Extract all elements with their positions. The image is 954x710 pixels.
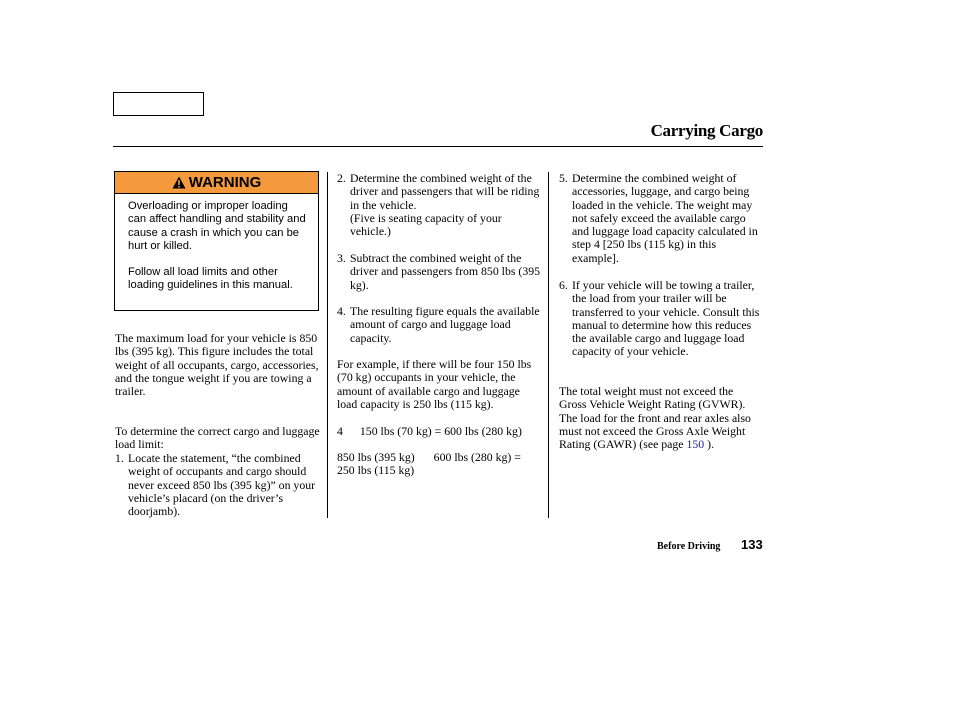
step-3-number: 3. bbox=[337, 251, 346, 265]
calc-2-subtract: 600 lbs (280 kg) = bbox=[433, 450, 521, 464]
warning-body bbox=[115, 194, 318, 292]
col1-intro: The maximum load for your vehicle is 850 lbs (395 kg). This figure includes the total weight of all occupants, cargo, accessories, and the tongue weight if you are towing a trailer. bbox=[115, 331, 319, 399]
step-4-text: The resulting figure equals the available amount of cargo and luggage load capacity. bbox=[350, 304, 540, 345]
calc-2-total: 850 lbs (395 kg) bbox=[337, 450, 415, 464]
step-4 bbox=[337, 305, 543, 345]
step-1-number: 1. bbox=[115, 451, 124, 465]
step-3-text: Subtract the combined weight of the driver and passengers from 850 lbs (395 kg). bbox=[350, 251, 541, 292]
total-weight-text: The total weight must not exceed the Gross Vehicle Weight Rating (GVWR). The load for the front and rear axles also must not exceed the Gross Axle Weight Rating (GAWR) (see page bbox=[559, 384, 751, 452]
step-2 bbox=[337, 172, 543, 238]
step-1 bbox=[115, 452, 320, 518]
warning-triangle-icon bbox=[172, 176, 186, 189]
step-6 bbox=[559, 279, 762, 359]
col1-lead: To determine the correct cargo and luggage load limit: bbox=[115, 424, 320, 452]
warning-box bbox=[114, 171, 319, 311]
warning-label: WARNING bbox=[188, 174, 262, 191]
calculation-2 bbox=[337, 451, 543, 478]
warning-header bbox=[115, 172, 318, 194]
footer-section-name: Before Driving bbox=[657, 541, 721, 552]
page-number: 133 bbox=[741, 537, 763, 552]
total-weight-end: ). bbox=[707, 437, 715, 452]
header-rule bbox=[113, 146, 763, 147]
step-5-number: 5. bbox=[559, 171, 568, 185]
warning-paragraph-1: Overloading or improper loading can affect handling and stability and cause a crash in which you can be hurt or killed. bbox=[128, 200, 306, 253]
step-6-number: 6. bbox=[559, 278, 568, 292]
calculation-1 bbox=[337, 425, 543, 438]
step-2-number: 2. bbox=[337, 171, 346, 185]
page-150-link[interactable]: 150 bbox=[686, 437, 705, 452]
calc-2-result: 250 lbs (115 kg) bbox=[337, 463, 415, 478]
example-text: For example, if there will be four 150 lbs (70 kg) occupants in your vehicle, the amount of available cargo and luggage load capacity is 250 lbs (115 kg). bbox=[337, 357, 532, 411]
step-2-text: Determine the combined weight of the driver and passengers that will be riding in the vehicle. bbox=[350, 171, 540, 212]
step-3 bbox=[337, 252, 543, 292]
section-tab-box bbox=[113, 92, 204, 116]
calc-1-multiplier: 4 bbox=[337, 424, 343, 438]
column-divider-2 bbox=[548, 172, 549, 518]
step-5-text: Determine the combined weight of accessories, luggage, and cargo being loaded in the vehicle. The weight may not safely exceed the available cargo and luggage load capacity calculated in step 4 [250 lbs (115 kg) in this example]. bbox=[572, 171, 758, 265]
step-6-text: If your vehicle will be towing a trailer, the load from your trailer will be transferred to your vehicle. Consult this manual to determine how this reduces the available cargo and luggage load capacity of your vehicle. bbox=[572, 278, 760, 359]
step-5 bbox=[559, 172, 762, 265]
step-4-number: 4. bbox=[337, 304, 346, 318]
calc-1-result: 150 lbs (70 kg) = 600 lbs (280 kg) bbox=[359, 424, 522, 438]
warning-paragraph-2: Follow all load limits and other loading guidelines in this manual. bbox=[128, 265, 293, 292]
total-weight-paragraph bbox=[559, 385, 762, 451]
page-title: Carrying Cargo bbox=[650, 121, 763, 140]
step-1-text: Locate the statement, “the combined weight of occupants and cargo should never exceed 850 lbs (395 kg)” on your vehicle’s placard (on the driver’s doorjamb). bbox=[128, 451, 316, 519]
step-2-note: (Five is seating capacity of your vehicle.) bbox=[350, 210, 502, 239]
column-divider-1 bbox=[327, 172, 328, 518]
